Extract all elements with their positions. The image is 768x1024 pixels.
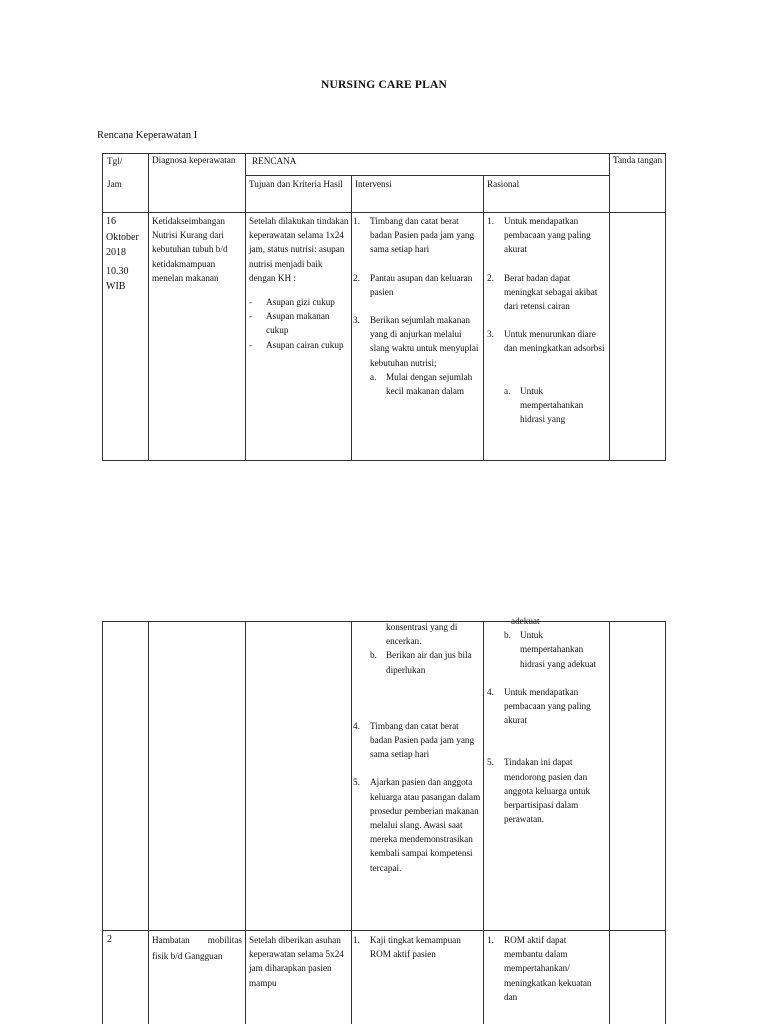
row1-rasional-sub-item	[504, 384, 607, 427]
row1-intervensi-sub-item	[370, 370, 481, 398]
kh-item-number: -	[249, 297, 253, 308]
page2-intervensi-item	[353, 719, 481, 762]
kh-item-number: -	[249, 339, 253, 350]
row2-rasional-item-number: 1.	[487, 935, 494, 945]
row2-intervensi-item-number: 1.	[353, 935, 360, 945]
row1-rasional-item	[487, 271, 607, 314]
page2-rasional-item	[487, 685, 607, 728]
kh-item	[249, 309, 350, 337]
header-intervensi: Intervensi	[355, 179, 392, 189]
plan-subtitle: Rencana Keperawatan I	[97, 130, 198, 141]
page2-intervensi-item-number: 5.	[353, 777, 360, 788]
header-tgl: Tgl/	[107, 156, 123, 166]
row1-intervensi-item-text: Timbang dan catat berat badan Pasien pada jam yang sama setiap hari	[370, 216, 475, 255]
page2-rasional-list	[487, 685, 607, 827]
row2-rasional	[487, 933, 607, 1023]
row2-tujuan: Setelah diberikan asuhan keperawatan selama 5x24 jam diharapkan pasien mampu	[249, 935, 344, 988]
row1-date-time	[106, 214, 148, 295]
page2-rasional-sub-item	[504, 628, 607, 671]
row2-diagnosa: Hambatan mobilitas fisik b/d Gangguan	[152, 935, 242, 961]
page2-rasional	[487, 616, 607, 826]
row1-intervensi-item-number: 2.	[353, 272, 360, 283]
row2-intervensi-list	[353, 933, 481, 961]
document-title: NURSING CARE PLAN	[320, 79, 448, 91]
page2-rasional-sub-item-text: Untuk mempertahankan hidrasi yang adekuat	[520, 630, 597, 669]
row1-intervensi-item	[353, 313, 481, 370]
row1-rasional	[487, 214, 607, 459]
header-tanda-tangan: Tanda tangan	[613, 155, 663, 165]
page2-intervensi-sub-item-number: b.	[370, 650, 377, 661]
page2-intervensi-sub-list	[353, 648, 481, 676]
row1-intervensi-item-number: 3.	[353, 315, 360, 326]
row1-time: 10.30 WIB	[106, 265, 129, 292]
page2-rasional-item-number: 4.	[487, 686, 494, 697]
row1-rasional-sub-list	[487, 384, 607, 427]
row1-intervensi-sub-item-text: Mulai dengan sejumlah kecil makanan dalam	[386, 371, 473, 397]
row1-rasional-item	[487, 327, 607, 355]
page2-intervensi-sub-item-text: Berikan air dan jus bila diperlukan	[386, 650, 472, 675]
page2-intervensi-list	[353, 719, 481, 875]
row1-intervensi-item	[353, 271, 481, 299]
page2-intervensi-cont: konsentrasi yang di encerkan.	[386, 622, 458, 647]
row2-intervensi-item	[353, 933, 481, 961]
row1-intervensi-item-number: 1.	[353, 216, 360, 226]
page2-intervensi-item	[353, 775, 481, 874]
kh-item-number: -	[249, 311, 253, 322]
row1-intervensi-list	[353, 214, 481, 370]
row1-intervensi-sub-list	[353, 370, 481, 398]
header-jam: Jam	[107, 179, 122, 190]
header-diagnosa: Diagnosa keperawatan	[152, 155, 236, 165]
row1-intervensi-item-text: Berikan sejumlah makanan yang di anjurkan melalui slang waktu untuk menyuplai kebutuhan nutrisi;	[370, 315, 479, 368]
header-rencana: RENCANA	[252, 156, 297, 166]
page2-intervensi	[353, 620, 481, 875]
page2-rasional-sub-list	[487, 628, 607, 671]
row1-rasional-item-text: Untuk mendapatkan pembacaan yang paling akurat	[504, 216, 591, 255]
row1-rasional-list	[487, 214, 607, 356]
page2-intervensi-item-text: Timbang dan catat berat badan Pasien pada jam yang sama setiap hari	[370, 720, 475, 760]
kh-item-text: Asupan makanan cukup	[266, 311, 330, 336]
row1-intervensi-sub-item-number: a.	[370, 371, 377, 382]
row1-rasional-sub-item-text: Untuk mempertahankan hidrasi yang	[520, 385, 584, 425]
page2-rasional-item-number: 5.	[487, 757, 494, 768]
page2-rasional-sub-item-number: b.	[504, 630, 511, 641]
row1-tujuan	[249, 214, 350, 352]
page2-intervensi-item-text: Ajarkan pasien dan anggota keluarga atau pasangan dalam prosedur pemberian makanan melalui slang. Awasi saat mereka mendemonstrasikan kembali sampai kompetensi tercapai.	[370, 777, 481, 873]
row2-rasional-list	[487, 933, 607, 1004]
kh-item	[249, 295, 350, 309]
page2-rasional-item-text: Tindakan ini dapat mendorong pasien dan anggota keluarga untuk berpartisipasi dalam perawatan.	[504, 757, 591, 825]
row1-kh-list	[249, 295, 350, 352]
row1-tujuan-intro: Setelah dilakukan tindakan keperawatan selama 1x24 jam, status nutrisi: asupan nutrisi menjadi baik dengan KH :	[249, 216, 349, 283]
row2-intervensi	[353, 933, 481, 1023]
page2-intervensi-item-number: 4.	[353, 720, 360, 731]
row1-date: 16 Oktober 2018	[106, 216, 139, 258]
header-rasional: Rasional	[487, 179, 520, 189]
row1-intervensi	[353, 214, 481, 459]
row1-intervensi-item-text: Pantau asupan dan keluaran pasien	[370, 272, 473, 297]
row2-rasional-item	[487, 933, 607, 1004]
kh-item-text: Asupan cairan cukup	[266, 339, 344, 350]
page2-rasional-item	[487, 755, 607, 826]
row1-intervensi-item	[353, 214, 481, 257]
page2-rasional-item-text: Untuk mendapatkan pembacaan yang paling akurat	[504, 686, 591, 726]
row1-diagnosa: Ketidakseimbangan Nutrisi Kurang dari kebutuhan tubuh b/d ketidakmampuan menelan makanan	[152, 216, 228, 283]
row1-rasional-sub-item-number: a.	[504, 385, 511, 396]
row2-intervensi-item-text: Kaji tingkat kemampuan ROM aktif pasien	[370, 935, 461, 960]
row1-rasional-item-text: Berat badan dapat meningkat sebagai akibat dari retensi cairan	[504, 272, 598, 312]
page2-rasional-cont: adekuat	[511, 616, 540, 626]
row1-rasional-item-number: 3.	[487, 329, 494, 340]
row2-rasional-item-text: ROM aktif dapat membantu dalam mempertahankan/ meningkatkan kekuatan dan	[504, 935, 592, 1002]
kh-item	[249, 338, 350, 352]
page2-intervensi-sub-item	[370, 648, 481, 676]
kh-item-text: Asupan gizi cukup	[266, 297, 335, 308]
header-tujuan: Tujuan dan Kriteria Hasil	[249, 179, 343, 189]
row1-rasional-item-number: 1.	[487, 216, 494, 226]
header-tgl-jam	[107, 154, 147, 191]
row1-rasional-item	[487, 214, 607, 257]
row2-no: 2	[107, 934, 112, 945]
row1-rasional-item-number: 2.	[487, 272, 494, 283]
row1-rasional-item-text: Untuk menurunkan diare dan meningkatkan adsorbsi	[504, 329, 605, 354]
